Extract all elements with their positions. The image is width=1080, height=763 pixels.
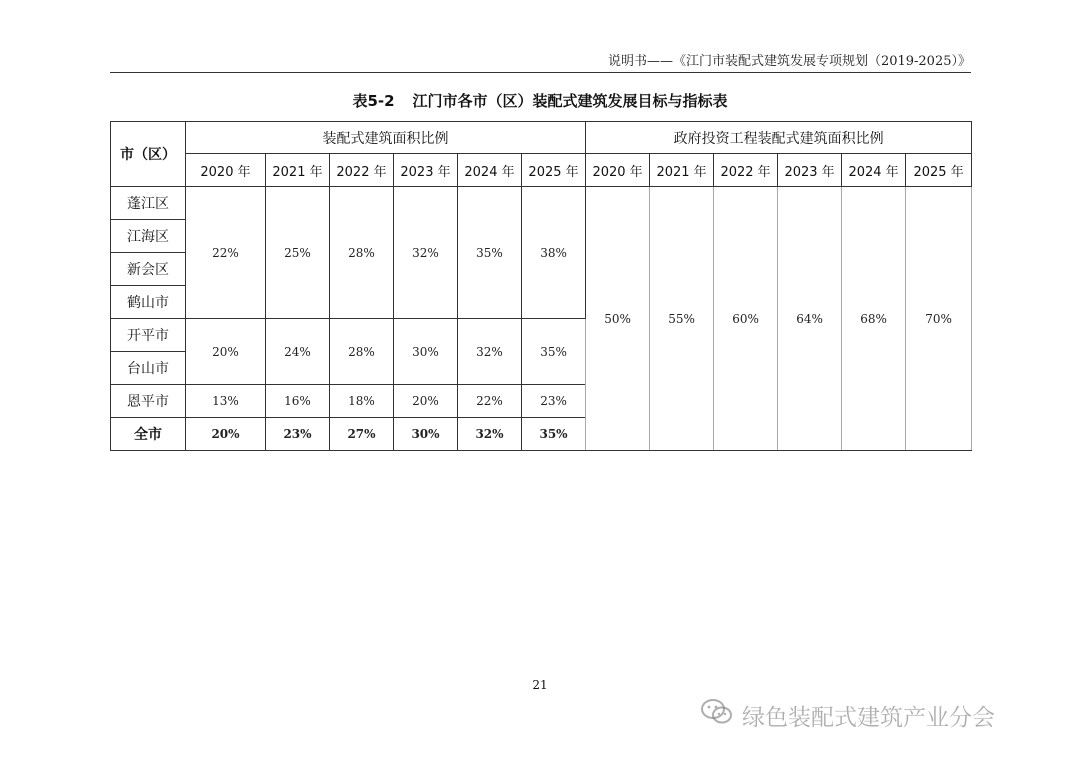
year-header: 2025 年: [906, 154, 972, 187]
year-header: 2023 年: [778, 154, 842, 187]
value-cell: 20%: [186, 319, 266, 385]
year-header: 2022 年: [330, 154, 394, 187]
value-cell: 22%: [186, 187, 266, 319]
gov-value-cell: 55%: [650, 187, 714, 451]
value-cell: 28%: [330, 319, 394, 385]
year-header: 2021 年: [266, 154, 330, 187]
value-cell: 22%: [458, 385, 522, 418]
value-cell: 38%: [522, 187, 586, 319]
region-cell: 恩平市: [111, 385, 186, 418]
value-cell: 23%: [522, 385, 586, 418]
year-header: 2021 年: [650, 154, 714, 187]
page-header: 说明书——《江门市装配式建筑发展专项规划（2019-2025）》: [110, 50, 971, 73]
value-cell: 35%: [522, 319, 586, 385]
gov-value-cell: 60%: [714, 187, 778, 451]
group1-header: 装配式建筑面积比例: [186, 122, 586, 154]
year-header: 2024 年: [458, 154, 522, 187]
table-title-text: 江门市各市（区）装配式建筑发展目标与指标表: [412, 92, 728, 110]
year-header: 2020 年: [586, 154, 650, 187]
value-cell: 16%: [266, 385, 330, 418]
region-header: 市（区）: [111, 122, 186, 187]
page-number: 21: [532, 678, 548, 692]
total-value-cell: 35%: [522, 418, 586, 451]
region-cell: 蓬江区: [111, 187, 186, 220]
total-value-cell: 27%: [330, 418, 394, 451]
year-header: 2022 年: [714, 154, 778, 187]
gov-value-cell: 68%: [842, 187, 906, 451]
region-cell-total: 全市: [111, 418, 186, 451]
gov-value-cell: 70%: [906, 187, 972, 451]
region-cell: 台山市: [111, 352, 186, 385]
value-cell: 32%: [394, 187, 458, 319]
value-cell: 13%: [186, 385, 266, 418]
gov-value-cell: 64%: [778, 187, 842, 451]
value-cell: 18%: [330, 385, 394, 418]
watermark-text: 绿色装配式建筑产业分会: [742, 704, 995, 731]
total-value-cell: 30%: [394, 418, 458, 451]
targets-table: [110, 121, 972, 451]
table-number: 表5-2: [352, 92, 395, 110]
value-cell: 30%: [394, 319, 458, 385]
value-cell: 25%: [266, 187, 330, 319]
region-cell: 新会区: [111, 253, 186, 286]
total-value-cell: 20%: [186, 418, 266, 451]
year-header: 2023 年: [394, 154, 458, 187]
total-value-cell: 23%: [266, 418, 330, 451]
value-cell: 24%: [266, 319, 330, 385]
year-header: 2020 年: [186, 154, 266, 187]
table-title: [0, 90, 1080, 111]
year-header: 2025 年: [522, 154, 586, 187]
total-value-cell: 32%: [458, 418, 522, 451]
group2-header: 政府投资工程装配式建筑面积比例: [586, 122, 972, 154]
year-header: 2024 年: [842, 154, 906, 187]
value-cell: 32%: [458, 319, 522, 385]
value-cell: 20%: [394, 385, 458, 418]
region-cell: 开平市: [111, 319, 186, 352]
region-cell: 鹤山市: [111, 286, 186, 319]
value-cell: 35%: [458, 187, 522, 319]
gov-value-cell: 50%: [586, 187, 650, 451]
value-cell: 28%: [330, 187, 394, 319]
watermark: [700, 695, 995, 735]
region-cell: 江海区: [111, 220, 186, 253]
wechat-icon: [700, 698, 742, 732]
